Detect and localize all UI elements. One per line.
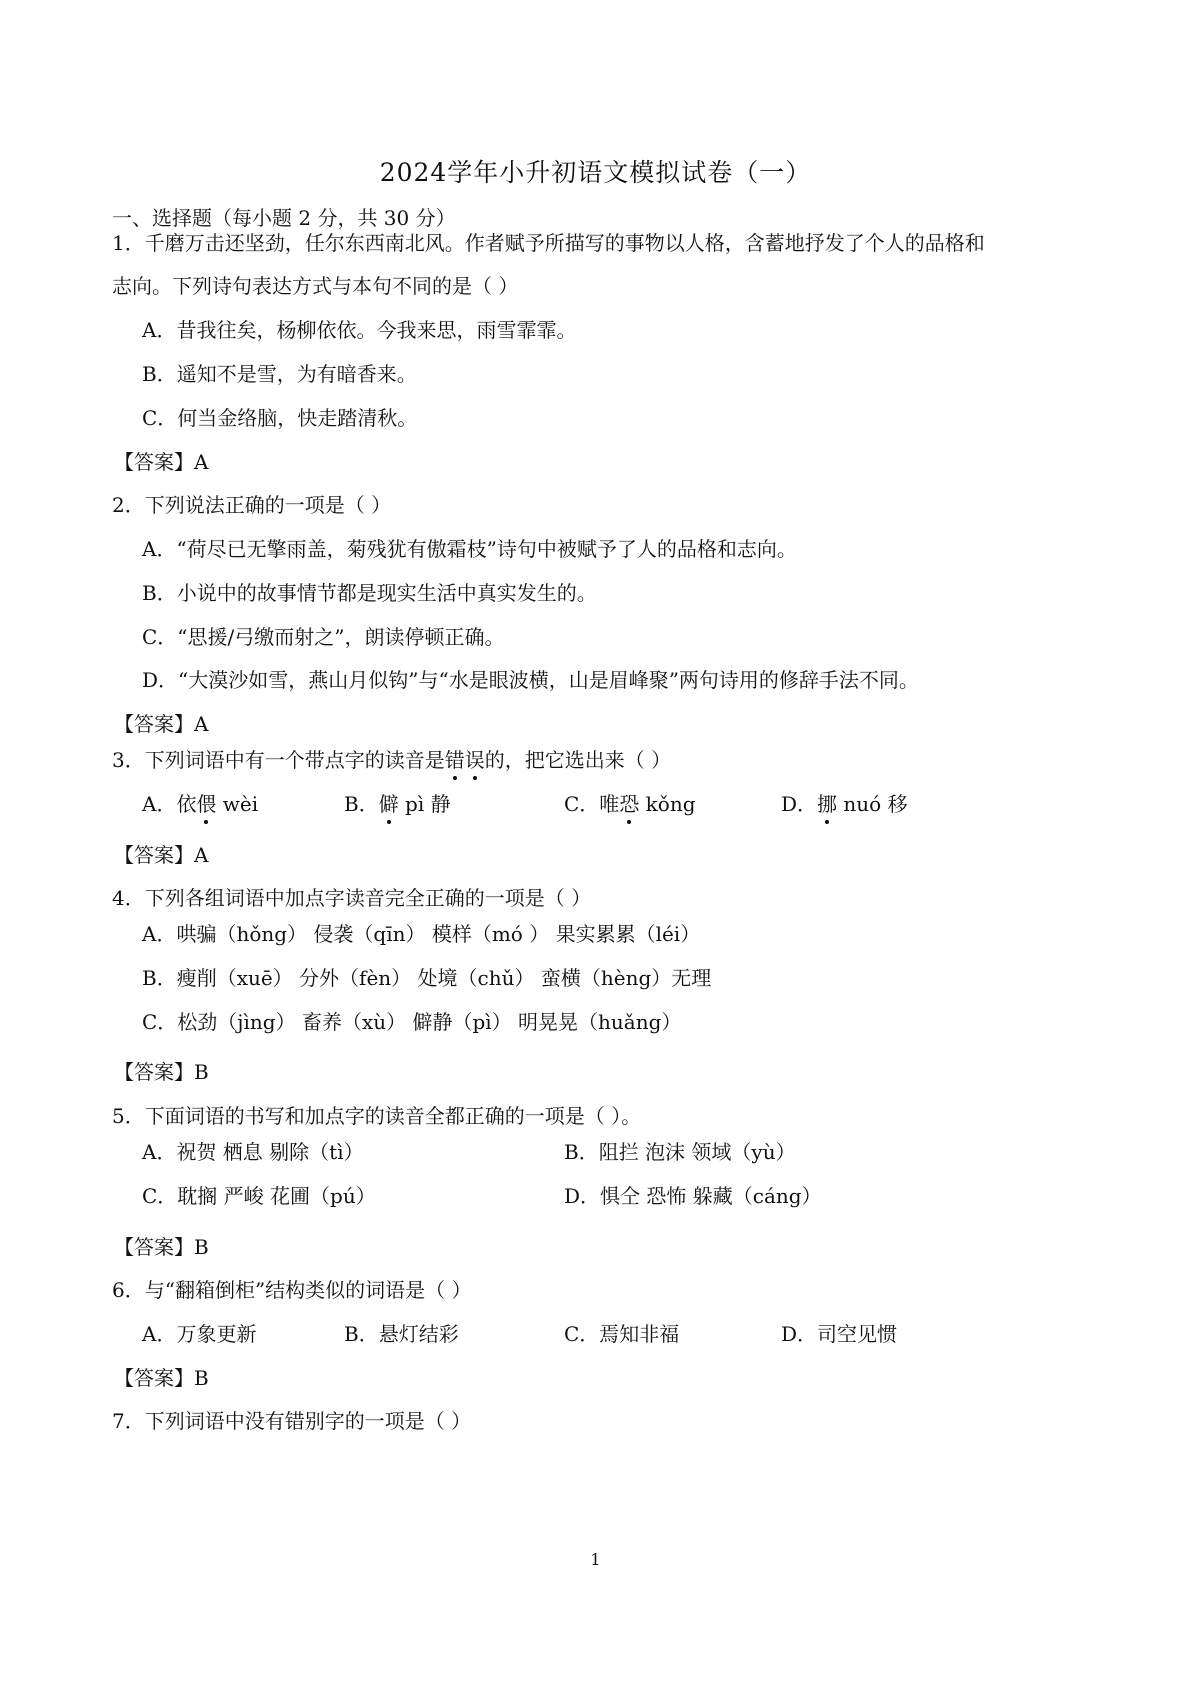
question-6-option-d: D．司空见惯: [781, 1322, 898, 1346]
question-3-option-d: [781, 790, 908, 818]
dotted-char: 误: [464, 748, 485, 772]
dotted-char: 僻: [378, 792, 399, 816]
question-3-stem-text: 的，把它选出来（ ）: [484, 748, 672, 772]
question-4-stem: 4．下列各组词语中加点字读音完全正确的一项是（ ）: [112, 886, 592, 910]
question-3-answer: 【答案】A: [114, 843, 209, 867]
question-4-option-b: B．瘦削（xuē） 分外（fèn） 处境（chǔ） 蛮横（hèng）无理: [142, 966, 712, 990]
question-3-stem: [112, 746, 671, 774]
question-5-stem: 5．下面词语的书写和加点字的读音全都正确的一项是（ ）。: [112, 1104, 642, 1128]
question-5-answer: 【答案】B: [114, 1235, 209, 1259]
option-text: kǒng: [639, 792, 696, 816]
option-text: wèi: [216, 792, 259, 816]
question-6-option-c: C．焉知非福: [564, 1322, 680, 1346]
question-2-option-c: C．“思援/弓缴而射之”，朗读停顿正确。: [142, 625, 505, 649]
page-title: 2024学年小升初语文模拟试卷（一）: [379, 158, 812, 187]
question-2-answer: 【答案】A: [114, 712, 209, 736]
dotted-char: 恐: [619, 792, 640, 816]
option-text: A．依: [142, 792, 197, 816]
option-text: pì 静: [398, 792, 451, 816]
question-1-line-2: 志向。下列诗句表达方式与本句不同的是（ ）: [112, 274, 519, 298]
question-5-option-a: A．祝贺 栖息 剔除（tì）: [142, 1140, 364, 1164]
question-2-option-b: B．小说中的故事情节都是现实生活中真实发生的。: [142, 581, 597, 605]
page-number: 1: [590, 1550, 601, 1569]
option-text: B．: [344, 792, 379, 816]
option-text: D．: [781, 792, 818, 816]
question-5-option-d: D．惧仝 恐怖 躲藏（cáng）: [564, 1184, 822, 1208]
question-1-line-1: 1．千磨万击还坚劲，任尔东西南北风。作者赋予所描写的事物以人格，含蓄地抒发了个人的品格和: [112, 231, 985, 255]
dotted-char: 错: [444, 748, 465, 772]
question-4-option-c: C．松劲（jìng） 畜养（xù） 僻静（pì） 明晃晃（huǎng）: [142, 1010, 682, 1034]
question-3-option-c: [564, 790, 696, 818]
question-1-option-c: C．何当金络脑，快走踏清秋。: [142, 406, 418, 430]
question-7-stem: 7．下列词语中没有错别字的一项是（ ）: [112, 1409, 472, 1433]
question-2-option-d: D．“大漠沙如雪，燕山月似钩”与“水是眼波横，山是眉峰聚”两句诗用的修辞手法不同。: [142, 668, 919, 692]
question-1-option-a: A．昔我往矣，杨柳依依。今我来思，雨雪霏霏。: [142, 318, 577, 342]
section-heading: 一、选择题（每小题 2 分，共 30 分）: [112, 206, 456, 230]
question-6-stem: 6．与“翻箱倒柜”结构类似的词语是（ ）: [112, 1278, 472, 1302]
question-4-answer: 【答案】B: [114, 1060, 209, 1084]
question-6-answer: 【答案】B: [114, 1366, 209, 1390]
question-5-option-b: B．阻拦 泡沫 领域（yù）: [564, 1140, 796, 1164]
question-3-stem-text: 3．下列词语中有一个带点字的读音是: [112, 748, 445, 772]
question-1-answer: 【答案】A: [114, 450, 209, 474]
question-4-option-a: A．哄骗（hǒng） 侵袭（qīn） 模样（mó ） 果实累累（léi）: [142, 922, 701, 946]
question-5-option-c: C．耽搁 严峻 花圃（pú）: [142, 1184, 376, 1208]
question-6-option-b: B．悬灯结彩: [344, 1322, 459, 1346]
question-6-option-a: A．万象更新: [142, 1322, 257, 1346]
dotted-char: 挪: [817, 792, 838, 816]
question-3-option-a: [142, 790, 258, 818]
dotted-char: 偎: [196, 792, 217, 816]
question-3-option-b: [344, 790, 451, 818]
question-2-stem: 2．下列说法正确的一项是（ ）: [112, 493, 392, 517]
question-2-option-a: A．“荷尽已无擎雨盖，菊残犹有傲霜枝”诗句中被赋予了人的品格和志向。: [142, 537, 797, 561]
option-text: nuó 移: [837, 792, 908, 816]
option-text: C．唯: [564, 792, 620, 816]
question-1-option-b: B．遥知不是雪，为有暗香来。: [142, 362, 417, 386]
